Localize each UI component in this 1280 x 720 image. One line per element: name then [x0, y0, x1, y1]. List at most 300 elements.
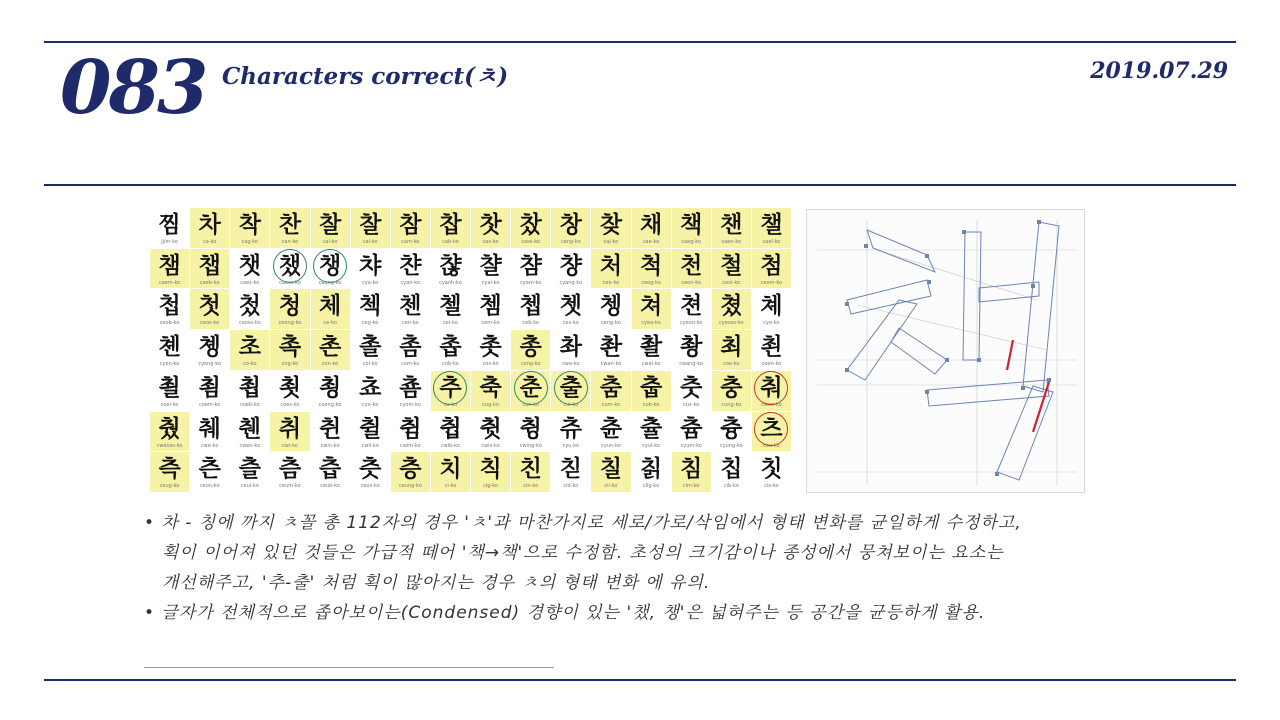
glyph-char: 천: [680, 252, 703, 279]
glyph-caption: cyul-ko: [642, 442, 660, 449]
glyph-char: 철: [720, 252, 743, 279]
glyph-cell: [511, 249, 550, 289]
glyph-cell: [591, 249, 630, 289]
glyph-char: 쵱: [318, 374, 342, 401]
glyph-cell: [591, 452, 630, 492]
glyph-char: 청: [278, 293, 302, 320]
glyph-cell: [150, 412, 189, 452]
glyph-char: 춰: [760, 374, 783, 401]
glyph-cell: [391, 208, 430, 248]
glyph-cell: [431, 249, 470, 289]
glyph-char: 챙: [318, 252, 342, 279]
glyph-cell: [391, 249, 430, 289]
glyph-cell: [712, 289, 751, 329]
glyph-cell: [150, 289, 189, 329]
glyph-cell: [230, 330, 269, 370]
glyph-char: 착: [238, 212, 261, 238]
glyph-char: 츰: [278, 456, 302, 483]
glyph-cell: [351, 289, 390, 329]
glyph-char: 쳅: [519, 293, 542, 320]
glyph-char: 췄: [158, 415, 181, 442]
glyph-cell: [150, 371, 189, 411]
glyph-caption: coen-ko: [761, 361, 782, 368]
glyph-caption: cwil-ko: [361, 442, 379, 449]
glyph-caption: cwan-ko: [600, 361, 622, 368]
glyph-caption: cwal-ko: [641, 361, 661, 368]
glyph-char: 첼: [439, 293, 462, 320]
glyph-cell: [150, 452, 189, 492]
glyph-caption: ceung-ko: [398, 483, 422, 490]
glyph-caption: cab-ko: [442, 239, 459, 245]
glyph-caption: caem-ko: [158, 279, 181, 286]
glyph-caption: cos-ko: [482, 361, 499, 368]
glyph-cell: [551, 208, 590, 248]
glyph-char: 챘: [278, 252, 302, 279]
glyph-char: 츈: [599, 415, 623, 442]
glyph-caption: caeng-ko: [318, 279, 342, 286]
glyph-cell: [632, 208, 671, 248]
glyph-cell: [351, 371, 390, 411]
glyph-caption: cwib-ko: [440, 442, 460, 449]
glyph-caption: cyun-ko: [601, 442, 621, 449]
glyph-caption: cwang-ko: [679, 361, 704, 368]
glyph-cell: [471, 208, 510, 248]
glyph-caption: coes-ko: [280, 401, 300, 408]
glyph-caption: cyo-ko: [361, 401, 379, 408]
glyph-caption: ceog-ko: [641, 279, 661, 286]
note-line-4: • 글자가 전체적으로 좁아보이는(Condensed) 경향이 있는 '챘, 챙'은 넓혀주는 등 공간을 균등하게 활용.: [144, 603, 986, 623]
glyph-caption: cwen-ko: [239, 442, 261, 449]
glyph-char: 촬: [639, 334, 663, 361]
glyph-cell: [230, 452, 269, 492]
glyph-cell: [551, 452, 590, 492]
glyph-char: 취: [278, 415, 302, 442]
glyph-caption: com-ko: [401, 361, 420, 368]
glyph-caption: ceong-ko: [278, 320, 302, 327]
glyph-cell: [672, 371, 711, 411]
glyph-caption: cwi-ko: [282, 442, 298, 449]
glyph-caption: cye-ko: [763, 320, 780, 327]
glyph-caption: cog-ko: [281, 361, 299, 368]
glyph-caption: cass-ko: [521, 239, 540, 245]
note-underline: [144, 667, 554, 668]
glyph-caption: cus-ko: [683, 401, 700, 408]
glyph-char: 츳: [359, 456, 382, 483]
glyph-cell: [391, 371, 430, 411]
glyph-caption: ceol-ko: [722, 279, 741, 286]
glyph-cell: [230, 289, 269, 329]
glyph-sketch-chaek: [806, 209, 1085, 493]
glyph-caption: cel-ko: [443, 320, 458, 327]
glyph-char: 첵: [359, 293, 382, 320]
green-correction-ring: [313, 249, 347, 283]
glyph-char: 침: [680, 456, 703, 483]
glyph-cell: [431, 289, 470, 329]
glyph-caption: cis-ko: [764, 483, 779, 490]
glyph-cell: [190, 249, 229, 289]
glyph-char: 체: [318, 293, 342, 320]
glyph-caption: coel-ko: [160, 401, 179, 408]
glyph-char: 챌: [760, 212, 783, 238]
glyph-cell: [551, 289, 590, 329]
note-line-3: 개선해주고, '추-출' 처럼 획이 많아지는 경우 ㅊ의 형태 변화 에 유의.: [162, 573, 711, 593]
glyph-char: 차: [198, 212, 221, 238]
glyph-cell: [632, 412, 671, 452]
glyph-caption: cweo-ko: [761, 401, 782, 408]
glyph-char: 챨: [479, 252, 502, 279]
glyph-cell: [351, 330, 390, 370]
page-date: 2019.07.29: [1090, 58, 1228, 84]
glyph-caption: cweoss-ko: [156, 442, 183, 449]
glyph-char: 촌: [318, 334, 342, 361]
glyph-char: 첩: [158, 293, 181, 320]
glyph-caption: cub-ko: [642, 401, 660, 408]
glyph-char: 첫: [198, 293, 221, 320]
glyph-char: 츤: [198, 456, 221, 483]
glyph-cell: [391, 412, 430, 452]
glyph-caption: cib-ko: [723, 483, 739, 490]
glyph-cell: [672, 289, 711, 329]
glyph-caption: cae-ko: [642, 239, 660, 245]
glyph-cell: [150, 330, 189, 370]
glyph-cell: [591, 289, 630, 329]
glyph-cell: [431, 330, 470, 370]
glyph-char: 춘: [519, 374, 542, 401]
glyph-caption: caess-ko: [279, 279, 301, 286]
glyph-char: 츔: [680, 415, 703, 442]
glyph-caption: cul-ko: [563, 401, 579, 408]
glyph-caption: ceg-ko: [361, 320, 379, 327]
glyph-sketch-drawing: [807, 210, 1084, 492]
glyph-caption: ceum-ko: [279, 483, 301, 490]
glyph-cell: [431, 371, 470, 411]
glyph-char: 찬: [278, 212, 302, 238]
glyph-char: 찾: [599, 212, 623, 238]
glyph-caption: ceoss-ko: [238, 320, 261, 327]
glyph-cell: [752, 289, 791, 329]
red-correction-ring: [754, 371, 788, 405]
glyph-cell: [712, 208, 751, 248]
glyph-caption: cung-ko: [721, 401, 742, 408]
glyph-caption: cyam-ko: [520, 279, 542, 286]
glyph-cell: [712, 330, 751, 370]
glyph-caption: ceng-ko: [601, 320, 621, 327]
glyph-char: 츨: [238, 456, 261, 483]
glyph-caption: cyang-ko: [559, 279, 583, 286]
glyph-caption: cyeoss-ko: [718, 320, 744, 327]
glyph-char: 첸: [399, 293, 422, 320]
glyph-char: 츌: [639, 415, 663, 442]
glyph-caption: caes-ko: [240, 279, 260, 286]
glyph-caption: cag-ko: [241, 239, 259, 245]
glyph-cell: [270, 249, 309, 289]
glyph-cell: [511, 289, 550, 329]
glyph-cell: [471, 371, 510, 411]
green-correction-ring: [554, 371, 588, 405]
glyph-caption: cas-ko: [482, 239, 499, 245]
glyph-caption: cyal-ko: [481, 279, 500, 286]
glyph-cell: [752, 452, 791, 492]
glyph-char: 충: [720, 374, 743, 401]
glyph-char: 츄: [559, 415, 582, 442]
glyph-cell: [712, 249, 751, 289]
glyph-char: 찹: [439, 212, 462, 238]
glyph-cell: [230, 371, 269, 411]
glyph-caption: coe-ko: [723, 361, 740, 368]
glyph-cell: [511, 330, 550, 370]
glyph-char: 촁: [198, 334, 221, 361]
glyph-char: 쵯: [278, 374, 302, 401]
glyph-cell: [190, 289, 229, 329]
glyph-caption: cong-ko: [520, 361, 541, 368]
glyph-caption: ceon-ko: [681, 279, 701, 286]
glyph-cell: [672, 412, 711, 452]
glyph-caption: cid-ko: [563, 483, 579, 490]
glyph-caption: cen-ko: [402, 320, 419, 327]
glyph-char: 총: [519, 334, 542, 361]
glyph-cell: [311, 249, 350, 289]
glyph-cell: [311, 330, 350, 370]
glyph-caption: cum-ko: [601, 401, 621, 408]
glyph-cell: [471, 452, 510, 492]
glyph-char: 챗: [238, 252, 261, 279]
glyph-char: 쵤: [158, 374, 181, 401]
glyph-cell: [511, 452, 550, 492]
glyph-caption: cem-ko: [481, 320, 500, 327]
glyph-cell: [270, 452, 309, 492]
glyph-char: 칩: [720, 456, 743, 483]
glyph-cell: [471, 289, 510, 329]
glyph-caption: cil-ko: [604, 483, 618, 490]
glyph-caption: caeg-ko: [681, 239, 702, 245]
glyph-char: 췐: [238, 415, 261, 442]
glyph-cell: [551, 412, 590, 452]
glyph-caption: cyeo-ko: [641, 320, 661, 327]
glyph-char: 칟: [559, 456, 582, 483]
glyph-cell: [672, 208, 711, 248]
glyph-char: 채: [639, 212, 663, 238]
glyph-char: 췰: [359, 415, 382, 442]
glyph-cell: [672, 249, 711, 289]
glyph-cell: [471, 330, 510, 370]
glyph-char: 찻: [479, 212, 502, 238]
glyph-cell: [632, 452, 671, 492]
glyph-char: 첨: [760, 252, 783, 279]
glyph-cell: [311, 412, 350, 452]
glyph-caption: cya-ko: [362, 279, 379, 286]
glyph-caption: cun-ko: [522, 401, 540, 408]
correction-notes: [144, 508, 1144, 628]
glyph-cell: [551, 249, 590, 289]
glyph-cell: [511, 412, 550, 452]
green-correction-ring: [514, 371, 548, 405]
glyph-char: 찰: [359, 212, 382, 238]
glyph-char: 춥: [639, 374, 663, 401]
glyph-caption: cug-ko: [482, 401, 499, 408]
glyph-char: 챠: [359, 252, 382, 279]
glyph-cell: [712, 452, 751, 492]
glyph-char: 창: [559, 212, 582, 238]
glyph-char: 챰: [519, 252, 542, 279]
glyph-cell: [471, 412, 510, 452]
glyph-char: 쵬: [198, 374, 221, 401]
glyph-caption: cwa-ko: [562, 361, 580, 368]
glyph-caption: cwis-ko: [481, 442, 500, 449]
glyph-caption: cyu-ko: [562, 442, 580, 449]
glyph-caption: cu-ko: [443, 401, 458, 408]
glyph-cell: [190, 330, 229, 370]
glyph-caption: ces-ko: [562, 320, 579, 327]
glyph-cell: [591, 330, 630, 370]
glyph-char: 참: [399, 212, 422, 238]
bottom-rule: [44, 679, 1236, 681]
glyph-char: 챤: [399, 252, 422, 279]
glyph-caption: cwim-ko: [399, 442, 421, 449]
glyph-cell: [351, 208, 390, 248]
glyph-cell: [311, 289, 350, 329]
glyph-cell: [551, 330, 590, 370]
glyph-caption: cim-ko: [682, 483, 700, 490]
glyph-cell: [632, 371, 671, 411]
glyph-char: 챵: [559, 252, 582, 279]
glyph-caption: cin-ko: [523, 483, 539, 490]
glyph-char: 쵠: [760, 334, 783, 361]
glyph-caption: cyeng-ko: [198, 361, 222, 368]
glyph-char: 쳔: [680, 293, 703, 320]
glyph-caption: cyom-ko: [399, 401, 421, 408]
glyph-char: 칫: [760, 456, 783, 483]
glyph-char: 챕: [198, 252, 221, 279]
glyph-caption: cyum-ko: [680, 442, 702, 449]
green-correction-ring: [273, 249, 307, 283]
glyph-char: 췻: [479, 415, 502, 442]
glyph-cell: [270, 208, 309, 248]
glyph-char: 쵭: [238, 374, 261, 401]
red-correction-ring: [754, 412, 788, 446]
glyph-char: 최: [720, 334, 743, 361]
glyph-char: 챔: [158, 252, 181, 279]
glyph-char: 칠: [599, 456, 623, 483]
glyph-cell: [150, 208, 189, 248]
glyph-caption: ceom-ko: [760, 279, 783, 286]
glyph-cell: [391, 289, 430, 329]
glyph-char: 촨: [599, 334, 623, 361]
glyph-char: 찼: [519, 212, 542, 238]
glyph-cell: [672, 330, 711, 370]
glyph-caption: ceug-ko: [159, 483, 180, 490]
glyph-cell: [391, 452, 430, 492]
glyph-char: 촤: [559, 334, 582, 361]
glyph-caption: cam-ko: [401, 239, 420, 245]
glyph-caption: cwing-ko: [519, 442, 542, 449]
glyph-cell: [591, 412, 630, 452]
glyph-char: 첬: [238, 293, 261, 320]
glyph-caption: cal-ko: [322, 239, 338, 245]
glyph-char: 츙: [720, 415, 743, 442]
glyph-char: 츠: [760, 415, 783, 442]
glyph-cell: [632, 330, 671, 370]
glyph-cell: [190, 371, 229, 411]
glyph-caption: cig-ko: [483, 483, 499, 490]
glyph-caption: ceos-ko: [200, 320, 220, 327]
glyph-char: 촛: [479, 334, 502, 361]
glyph-caption: ceun-ko: [199, 483, 220, 490]
glyph-char: 칡: [639, 456, 663, 483]
glyph-cell: [431, 208, 470, 248]
glyph-char: 췬: [318, 415, 342, 442]
glyph-caption: caen-ko: [721, 239, 742, 245]
glyph-caption: cang-ko: [560, 239, 581, 245]
glyph-char: 챦: [439, 252, 462, 279]
glyph-cell: [632, 249, 671, 289]
glyph-char: 춈: [399, 374, 422, 401]
glyph-caption: con-ko: [321, 361, 339, 368]
glyph-caption: cwin-ko: [320, 442, 340, 449]
glyph-char: 췽: [519, 415, 542, 442]
glyph-caption: ceu-ko: [763, 442, 780, 449]
glyph-char: 춤: [599, 374, 623, 401]
page-title: Characters correct(ㅊ): [222, 63, 509, 90]
glyph-caption: coeng-ko: [318, 401, 342, 408]
glyph-char: 축: [479, 374, 502, 401]
glyph-caption: can-ko: [281, 239, 299, 245]
glyph-char: 촉: [278, 334, 302, 361]
glyph-cell: [311, 371, 350, 411]
glyph-char: 측: [158, 456, 181, 483]
glyph-char: 쳬: [760, 293, 783, 320]
glyph-char: 촹: [680, 334, 703, 361]
glyph-cell: [511, 208, 550, 248]
glyph-caption: ceob-ko: [159, 320, 180, 327]
glyph-cell: [471, 249, 510, 289]
green-correction-ring: [433, 371, 467, 405]
glyph-cell: [230, 249, 269, 289]
glyph-char: 초: [238, 334, 261, 361]
glyph-char: 추: [439, 374, 462, 401]
glyph-char: 쵸: [359, 374, 382, 401]
glyph-char: 촙: [439, 334, 462, 361]
glyph-cell: [351, 452, 390, 492]
glyph-char: 척: [639, 252, 663, 279]
glyph-char: 친: [519, 456, 542, 483]
glyph-caption: ci-ko: [444, 483, 457, 490]
glyph-caption: cwe-ko: [200, 442, 219, 449]
glyph-cell: [431, 452, 470, 492]
glyph-cell: [270, 412, 309, 452]
glyph-caption: cyung-ko: [719, 442, 743, 449]
glyph-cell: [551, 371, 590, 411]
glyph-char: 쳉: [599, 293, 623, 320]
glyph-caption: ca-ko: [202, 239, 217, 245]
glyph-cell: [230, 412, 269, 452]
glyph-cell: [391, 330, 430, 370]
glyph-caption: cyan-ko: [400, 279, 421, 286]
glyph-cell: [311, 208, 350, 248]
glyph-cell: [752, 330, 791, 370]
glyph-caption: ceo-ko: [602, 279, 620, 286]
glyph-caption: cob-ko: [442, 361, 459, 368]
glyph-char: 촘: [399, 334, 422, 361]
glyph-cell: [270, 289, 309, 329]
glyph-cell: [752, 371, 791, 411]
glyph-char: 책: [680, 212, 703, 238]
glyph-caption: coem-ko: [199, 401, 221, 408]
glyph-cell: [511, 371, 550, 411]
glyph-char: 챈: [720, 212, 743, 238]
glyph-caption: caj-ko: [603, 239, 619, 245]
glyph-caption: ceul-ko: [240, 483, 259, 490]
glyph-char: 춧: [680, 374, 703, 401]
